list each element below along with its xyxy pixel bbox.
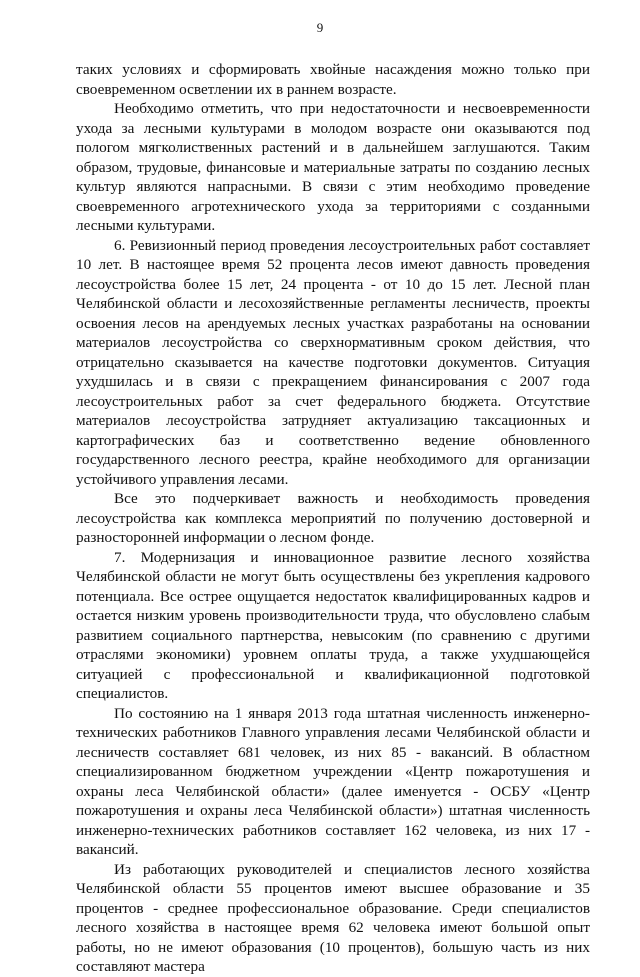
paragraph-staffing-numbers: По состоянию на 1 января 2013 года штатная численность инженерно-технических работников Главного управления лесами Челябинской области и лесничеств составляет 681 человек, из них 85 - вакансий. В областном специализированном бюджетном учреждении «Центр пожаротушения и охраны леса Челябинской области» (далее именуется - ОСБУ «Центр пожаротушения и охраны леса Челябинской области») штатная численность инженерно-технических работников составляет 162 человека, из них 17 - вакансий.	[76, 704, 590, 858]
document-body	[76, 60, 590, 977]
paragraph-forest-care: Необходимо отметить, что при недостаточности и несвоевременности ухода за лесными культурами в молодом возрасте они оказываются под пологом мягколиственных растений и в дальнейшем заглушаются. Таким образом, трудовые, финансовые и материальные затраты по созданию лесных культур являются напрасными. В связи с этим необходимо проведение своевременного агротехнического ухода за территориями с созданными лесными культурами.	[76, 100, 590, 234]
paragraph-continuation: таких условиях и сформировать хвойные насаждения можно только при своевременном осветлении их в раннем возрасте.	[76, 61, 590, 98]
paragraph-education-levels: Из работающих руководителей и специалистов лесного хозяйства Челябинской области 55 процентов имеют высшее образование и 35 процентов - среднее профессиональное образование. Среди специалистов лесного хозяйства в настоящее время 62 человека имеют большой опыт работы, но не имеют образования (10 процентов), большую часть из них составляют мастера	[76, 860, 590, 975]
paragraph-inventory-importance: Все это подчеркивает важность и необходимость проведения лесоустройства как комплекса мероприятий по получению достоверной и разносторонней информации о лесном фонде.	[76, 490, 590, 546]
page-number: 9	[316, 20, 324, 35]
paragraph-item-7-personnel: 7. Модернизация и инновационное развитие лесного хозяйства Челябинской области не могут быть осуществлены без укрепления кадрового потенциала. Все острее ощущается недостаток квалифицированных кадров и остается низким уровень производительности труда, что обусловлено слабым развитием социального партнерства, невысоким (по сравнению с другими отраслями экономики) уровнем оплаты труда, а также ухудшающейся ситуацией с профессиональной и квалификационной подготовкой специалистов.	[76, 548, 590, 702]
paragraph-item-6-forest-inventory: 6. Ревизионный период проведения лесоустроительных работ составляет 10 лет. В настоящее время 52 процента лесов имеют давность проведения лесоустройства более 15 лет, 24 процента - от 10 до 15 лет. Лесной план Челябинской области и лесохозяйственные регламенты лесничеств, проекты освоения лесов на арендуемых лесных участках разработаны на основании материалов лесоустройства со сверхнормативным сроком действия, что отрицательно сказывается на качестве подготовки документов. Ситуация ухудшилась и в связи с прекращением финансирования с 2007 года лесоустроительных работ за счет федерального бюджета. Отсутствие материалов лесоустройства затрудняет актуализацию таксационных и картографических баз и соответственно ведение обновленного государственного лесного реестра, крайне необходимого для организации устойчивого управления лесами.	[76, 236, 590, 488]
